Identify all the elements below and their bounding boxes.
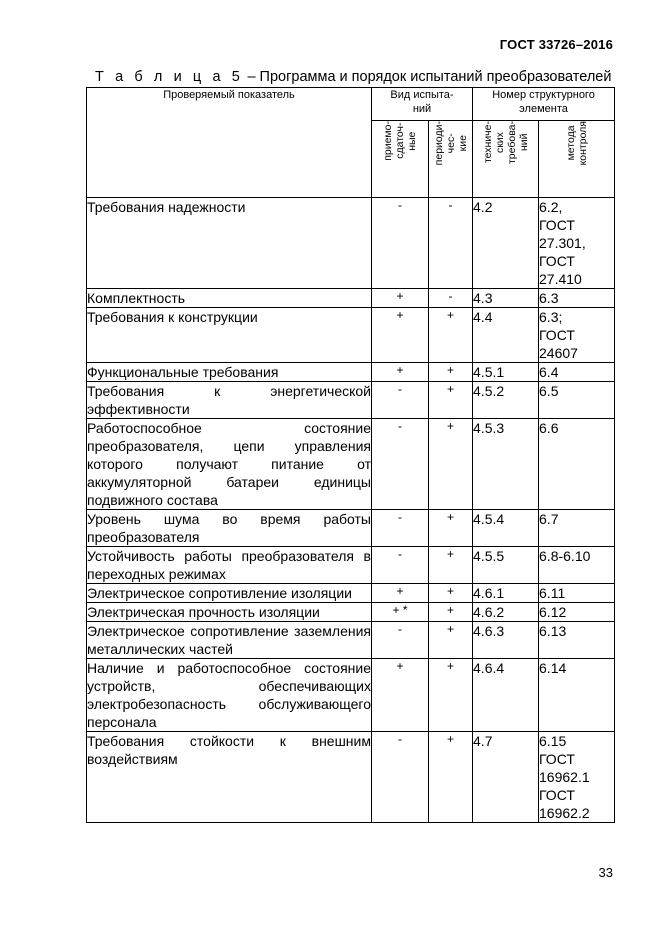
control-method-cell: 6.5 xyxy=(539,382,615,419)
control-method-cell: 6.8-6.10 xyxy=(539,547,615,584)
header-acceptance: приемо- сдаточ- ные xyxy=(372,121,429,198)
control-method-cell: 6.7 xyxy=(539,510,615,547)
control-method-cell: 6.2, ГОСТ 27.301, ГОСТ 27.410 xyxy=(539,198,615,289)
periodic-cell: + xyxy=(429,732,473,823)
table-row xyxy=(87,659,615,732)
acceptance-cell: - xyxy=(372,732,429,823)
table-row xyxy=(87,308,615,363)
control-method-cell: 6.13 xyxy=(539,622,615,659)
periodic-cell: + xyxy=(429,622,473,659)
tech-requirement-cell: 4.4 xyxy=(473,308,539,363)
table-row xyxy=(87,382,615,419)
acceptance-cell: + * xyxy=(372,603,429,622)
periodic-cell: + xyxy=(429,308,473,363)
table-row xyxy=(87,603,615,622)
table-row xyxy=(87,198,615,289)
table-caption-text: – Программа и порядок испытаний преобразователей xyxy=(243,69,612,85)
control-method-cell: 6.3 xyxy=(539,289,615,308)
periodic-cell: + xyxy=(429,363,473,382)
header-control-method: метода контроля xyxy=(539,121,615,198)
indicator-cell: Электрическое сопротивление изоляции xyxy=(87,584,372,603)
tech-requirement-cell: 4.6.2 xyxy=(473,603,539,622)
page-number: 33 xyxy=(598,865,613,880)
acceptance-cell: + xyxy=(372,308,429,363)
periodic-cell: + xyxy=(429,603,473,622)
periodic-cell: + xyxy=(429,419,473,510)
periodic-cell: + xyxy=(429,584,473,603)
table-row xyxy=(87,419,615,510)
tech-requirement-cell: 4.6.3 xyxy=(473,622,539,659)
periodic-cell: + xyxy=(429,382,473,419)
periodic-cell: - xyxy=(429,289,473,308)
header-indicator: Проверяемый показатель xyxy=(87,88,372,198)
header-structural-number: Номер структурного элемента xyxy=(473,88,615,121)
indicator-cell: Работоспособное состояние преобразователя, цепи управления которого получают питание от аккумуляторной батареи единицы подвижного состава xyxy=(87,420,371,508)
table-row xyxy=(87,622,615,659)
acceptance-cell: + xyxy=(372,363,429,382)
control-method-cell: 6.3; ГОСТ 24607 xyxy=(539,308,615,363)
control-method-cell: 6.14 xyxy=(539,659,615,732)
indicator-cell: Требования к энергетической эффективности xyxy=(87,383,371,417)
acceptance-cell: - xyxy=(372,622,429,659)
acceptance-cell: + xyxy=(372,584,429,603)
tech-requirement-cell: 4.6.1 xyxy=(473,584,539,603)
acceptance-cell: + xyxy=(372,289,429,308)
periodic-cell: + xyxy=(429,510,473,547)
tech-requirement-cell: 4.5.2 xyxy=(473,382,539,419)
tech-requirement-cell: 4.7 xyxy=(473,732,539,823)
indicator-cell: Уровень шума во время работы преобразователя xyxy=(87,511,371,545)
table-body xyxy=(87,198,615,823)
acceptance-cell: - xyxy=(372,547,429,584)
table-caption xyxy=(95,69,611,85)
control-method-cell: 6.12 xyxy=(539,603,615,622)
indicator-cell: Функциональные требования xyxy=(87,363,372,382)
tech-requirement-cell: 4.5.3 xyxy=(473,419,539,510)
header-tech-requirements: техниче- ских требова- ний xyxy=(473,121,539,198)
tech-requirement-cell: 4.5.5 xyxy=(473,547,539,584)
header-test-type: Вид испыта- ний xyxy=(372,88,473,121)
tech-requirement-cell: 4.6.4 xyxy=(473,659,539,732)
indicator-cell: Требования надежности xyxy=(87,198,372,289)
control-method-cell: 6.15 ГОСТ 16962.1 ГОСТ 16962.2 xyxy=(539,732,615,823)
table-row xyxy=(87,584,615,603)
test-program-table xyxy=(86,87,615,823)
table-row xyxy=(87,732,615,823)
indicator-cell: Устойчивость работы преобразователя в переходных режимах xyxy=(87,548,371,582)
acceptance-cell: - xyxy=(372,198,429,289)
indicator-cell: Требования к конструкции xyxy=(87,308,372,363)
control-method-cell: 6.4 xyxy=(539,363,615,382)
header-periodic: периоди- чес- кие xyxy=(429,121,473,198)
tech-requirement-cell: 4.5.4 xyxy=(473,510,539,547)
acceptance-cell: - xyxy=(372,382,429,419)
acceptance-cell: - xyxy=(372,510,429,547)
periodic-cell: - xyxy=(429,198,473,289)
table-row xyxy=(87,289,615,308)
indicator-cell: Комплектность xyxy=(87,289,372,308)
periodic-cell: + xyxy=(429,547,473,584)
periodic-cell: + xyxy=(429,659,473,732)
table-row xyxy=(87,547,615,584)
table-caption-label: Т а б л и ц а 5 xyxy=(95,69,244,85)
table-row xyxy=(87,363,615,382)
tech-requirement-cell: 4.2 xyxy=(473,198,539,289)
table-row xyxy=(87,510,615,547)
acceptance-cell: + xyxy=(372,659,429,732)
indicator-cell: Электрическое сопротивление заземления металлических частей xyxy=(87,623,371,657)
indicator-cell: Требования стойкости к внешним воздействиям xyxy=(87,732,372,823)
indicator-cell: Электрическая прочность изоляции xyxy=(87,603,372,622)
tech-requirement-cell: 4.3 xyxy=(473,289,539,308)
document-code: ГОСТ 33726–2016 xyxy=(499,37,613,52)
acceptance-cell: - xyxy=(372,419,429,510)
control-method-cell: 6.11 xyxy=(539,584,615,603)
indicator-cell: Наличие и работоспособное состояние устройств, обеспечивающих электробезопасность обслуживающего персонала xyxy=(87,660,371,730)
control-method-cell: 6.6 xyxy=(539,419,615,510)
tech-requirement-cell: 4.5.1 xyxy=(473,363,539,382)
